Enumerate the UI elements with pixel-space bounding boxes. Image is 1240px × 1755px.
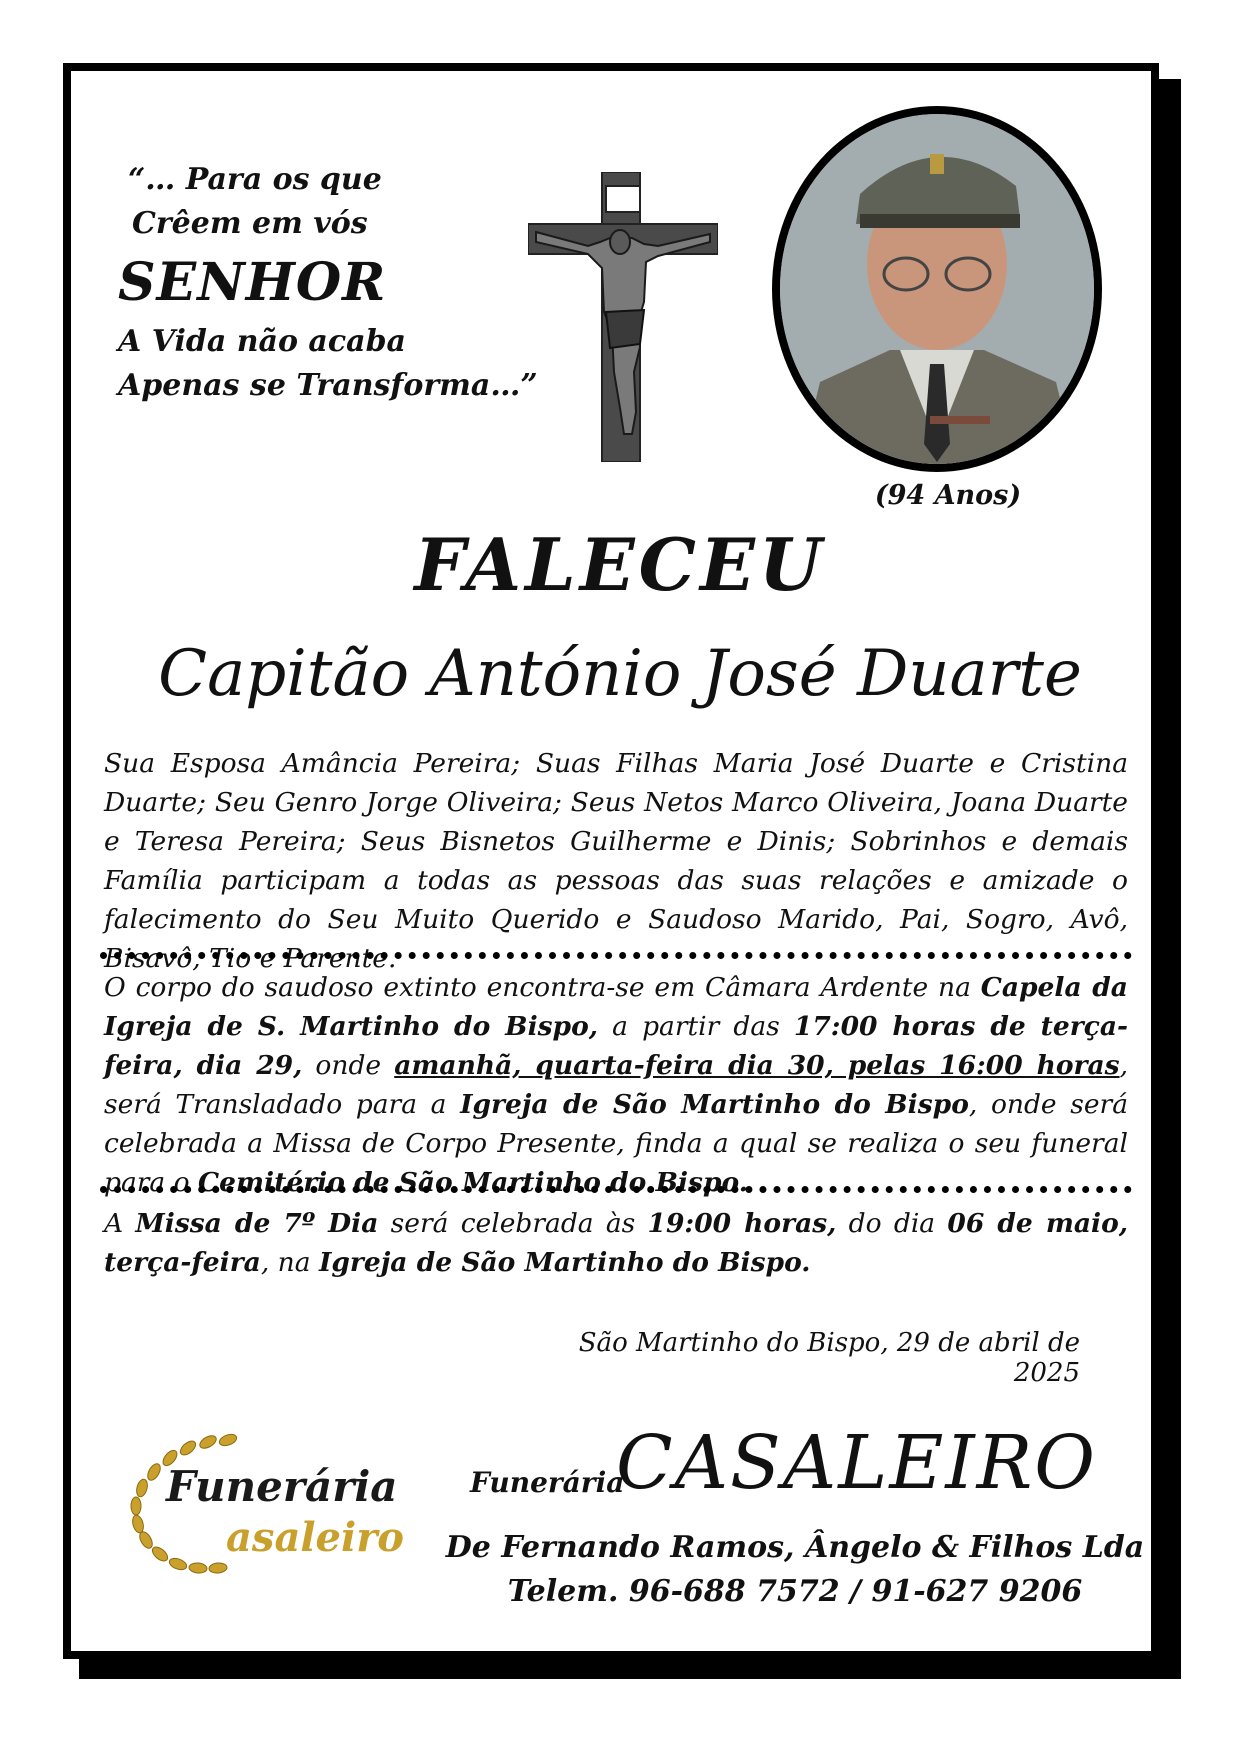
- deceased-heading: FALECEU: [414, 522, 826, 607]
- portrait-figure: [780, 114, 1094, 464]
- deceased-name: Capitão António José Duarte: [158, 637, 1082, 711]
- quote-line-3: SENHOR: [118, 252, 387, 313]
- company-info: [430, 1526, 1160, 1614]
- age-label: (94 Anos): [874, 480, 1022, 511]
- quote-line-4: A Vida não acaba: [118, 324, 406, 359]
- quote-line-2: Crêem em vós: [132, 206, 368, 241]
- company-owners: De Fernando Ramos, Ângelo & Filhos Lda: [445, 1530, 1145, 1565]
- funeral-details: O corpo do saudoso extinto encontra-se em Câmara Ardente na Capela da Igreja de S. Martinho do Bispo, a partir das 17:00 horas de terça-feira, dia 29, onde amanhã, quarta-feira dia 30, pelas 16:00 horas, será Transladado para a Igreja de São Martinho do Bispo, onde será celebrada a Missa de Corpo Presente, finda a qual se realiza o seu funeral para o Cemitério de São Martinho do Bispo.: [104, 972, 1129, 1198]
- logo-word-funeraria: Funerária: [166, 1462, 398, 1511]
- logo-word-asaleiro: asaleiro: [226, 1514, 404, 1561]
- mass-details: A Missa de 7º Dia será celebrada às 19:00 horas, do dia 06 de maio, terça-feira, na Igreja de São Martinho do Bispo.: [104, 1208, 1129, 1278]
- signature-big: CASALEIRO: [616, 1420, 1097, 1506]
- family-announcement: Sua Esposa Amância Pereira; Suas Filhas Maria José Duarte e Cristina Duarte; Seu Genro Jorge Oliveira; Seus Netos Marco Oliveira, Joana Duarte e Teresa Pereira; Seus Bisnetos Guilherme e Dinis; Sobrinhos e demais Família participam a todas as pessoas das suas relações e amizade o falecimento do Seu Muito Querido e Saudoso Marido, Pai, Sogro, Avô, Bisavô, Tio e Parente.: [104, 748, 1128, 974]
- signature-small: Funerária: [470, 1466, 625, 1499]
- dotted-divider-2: [100, 1186, 1132, 1193]
- portrait-photo: [772, 106, 1102, 472]
- religious-quote: [118, 158, 538, 408]
- funeral-home-logo: [118, 1428, 428, 1578]
- dotted-divider-1: [100, 952, 1132, 959]
- company-phones: Telem. 96-688 7572 / 91-627 9206: [507, 1574, 1083, 1609]
- quote-line-5: Apenas se Transforma…”: [118, 368, 538, 403]
- quote-line-1: “… Para os que: [128, 162, 382, 197]
- place-date: São Martinho do Bispo, 29 de abril de 2025: [578, 1328, 1080, 1388]
- crucifix-icon: [528, 172, 718, 462]
